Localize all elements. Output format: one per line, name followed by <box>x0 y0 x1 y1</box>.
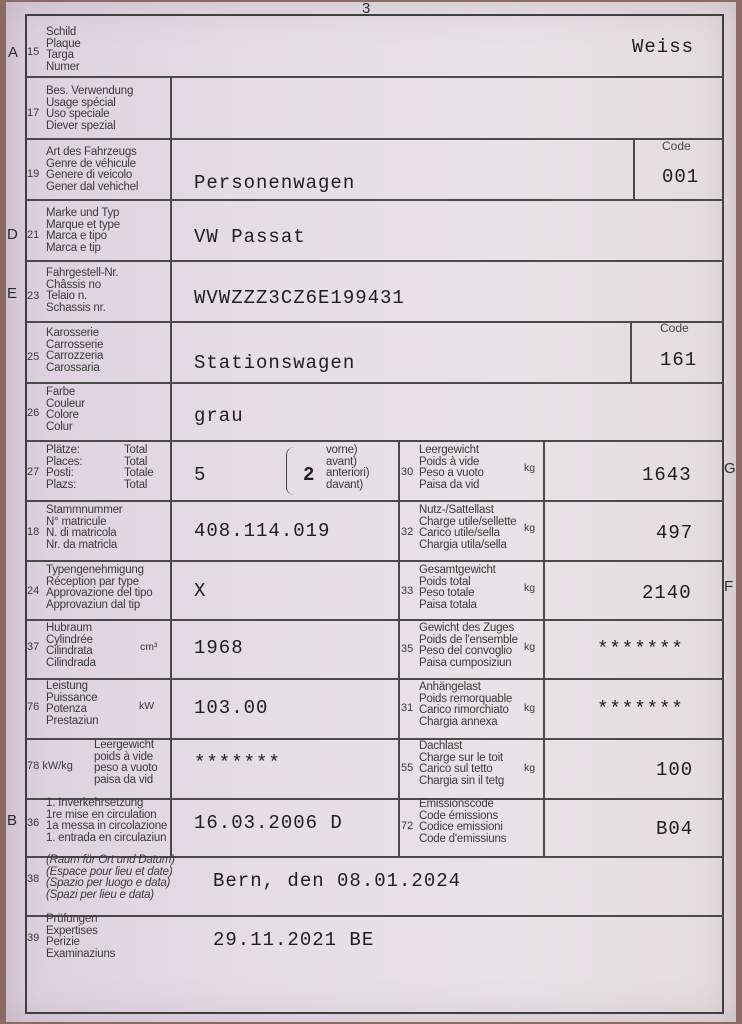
field-23-label: Fahrgestell-Nr. Châssis no Telaio n. Schassis nr. <box>46 267 119 314</box>
place-date-value: Bern, den 08.01.2024 <box>213 870 462 892</box>
chassis-number-value: WVWZZZ3CZ6E199431 <box>194 287 405 309</box>
field-24-label: Typengenehmigung Réception par type Approvazione del tipo Approvaziun dal tip <box>46 564 153 611</box>
field-25-number: 25 <box>27 351 40 363</box>
field-55-number: 55 <box>401 762 414 774</box>
field-18-label: Stammnummer N° matricule N. di matricola Nr. da matricla <box>46 504 123 551</box>
field-37-label: Hubraum Cylindrée Cilindrata Cilindrada <box>46 622 96 669</box>
field-35-unit: kg <box>524 641 536 653</box>
field-31-number: 31 <box>401 702 414 714</box>
roof-load-value: 100 <box>656 759 694 781</box>
train-weight-value: ******* <box>597 638 684 660</box>
field-38-label: (Raum für Ort und Datum) (Espace pour lieu et date) (Spazio per luogo e data) (Spazi per lieu e data) <box>46 854 175 901</box>
field-30-label: Leergewicht Poids à vide Peso a vuoto Paisa da vid <box>419 444 484 491</box>
inspection-value: 29.11.2021 BE <box>213 929 375 951</box>
field-18-number: 18 <box>27 526 40 538</box>
field-33-label: Gesamtgewicht Poids total Peso totale Paisa totala <box>419 564 496 611</box>
field-55-label: Dachlast Charge sur le toit Carico sul tetto Chargia sin il tetg <box>419 740 505 787</box>
total-weight-value: 2140 <box>642 582 692 604</box>
field-39-number: 39 <box>27 932 40 944</box>
body-type-value: Stationswagen <box>194 352 356 374</box>
field-23-number: 23 <box>27 290 40 302</box>
field-15-label: Schild Plaque Targa Numer <box>46 26 81 73</box>
field-37-number: 37 <box>27 641 40 653</box>
field-36-number: 36 <box>27 817 40 829</box>
side-letter-e: E <box>7 285 18 302</box>
field-72-label: Emissionscode Code émissions Codice emissioni Code d'emissiuns <box>419 798 507 845</box>
body-type-code-label: Code <box>660 321 689 335</box>
field-33-unit: kg <box>524 582 536 594</box>
field-55-unit: kg <box>524 762 536 774</box>
field-35-number: 35 <box>401 643 414 655</box>
towing-weight-value: ******* <box>597 698 684 720</box>
make-model-value: VW Passat <box>194 226 306 248</box>
seats-front-value: 2 <box>303 464 316 486</box>
field-17-number: 17 <box>27 107 40 119</box>
field-19-label: Art des Fahrzeugs Genre de véhicule Genere di veicolo Gener dal vehichel <box>46 146 139 193</box>
field-33-number: 33 <box>401 585 414 597</box>
empty-weight-value: 1643 <box>642 464 692 486</box>
field-30-number: 30 <box>401 466 414 478</box>
field-32-number: 32 <box>401 526 414 538</box>
base-number-value: 408.114.019 <box>194 520 331 542</box>
field-32-unit: kg <box>524 522 536 534</box>
field-31-label: Anhängelast Poids remorquable Carico rimorchiato Chargia annexa <box>419 681 513 728</box>
seats-total-value: 5 <box>194 464 207 486</box>
field-26-label: Farbe Couleur Colore Colur <box>46 386 85 433</box>
field-37-unit: cm³ <box>140 641 158 653</box>
field-38-number: 38 <box>27 873 40 885</box>
field-19-number: 19 <box>27 168 40 180</box>
type-approval-value: X <box>194 580 207 602</box>
seats-front-label: vorne) avant) anteriori) davant) <box>326 444 370 491</box>
displacement-value: 1968 <box>194 637 244 659</box>
side-letter-g: G <box>724 460 736 477</box>
seats-front-bracket <box>286 447 295 495</box>
field-27-label: Plätze: Places: Posti: Plazs: <box>46 444 83 491</box>
field-21-number: 21 <box>27 229 40 241</box>
power-weight-ratio-value: ******* <box>194 752 281 774</box>
side-letter-d: D <box>7 226 18 243</box>
field-78-number: 78 kW/kg <box>27 760 73 772</box>
field-27-totals: Total Total Totale Total <box>124 444 154 491</box>
payload-value: 497 <box>656 522 694 544</box>
field-21-label: Marke und Typ Marque et type Marca e tipo Marca e tip <box>46 207 120 254</box>
field-72-number: 72 <box>401 820 414 832</box>
color-value: grau <box>194 405 244 427</box>
field-27-number: 27 <box>27 466 40 478</box>
field-31-unit: kg <box>524 702 536 714</box>
field-30-unit: kg <box>524 462 536 474</box>
field-25-label: Karosserie Carrosserie Carrozzeria Carossaria <box>46 327 104 374</box>
page-number: 3 <box>362 0 371 17</box>
side-letter-b: B <box>7 812 18 829</box>
field-17-label: Bes. Verwendung Usage spécial Uso speciale Diever spezial <box>46 85 134 132</box>
side-letter-f: F <box>724 578 734 595</box>
plate-value: Weiss <box>632 36 695 58</box>
field-35-label: Gewicht des Zuges Poids de l'ensemble Peso del convoglio Paisa cumposiziun <box>419 622 518 669</box>
vehicle-type-value: Personenwagen <box>194 172 356 194</box>
field-39-label: Prüfungen Expertises Perizie Examinaziuns <box>46 913 116 960</box>
field-24-number: 24 <box>27 585 40 597</box>
first-registration-value: 16.03.2006 D <box>194 812 343 834</box>
field-26-number: 26 <box>27 407 40 419</box>
emission-code-value: B04 <box>656 818 694 840</box>
field-76-label: Leistung Puissance Potenza Prestaziun <box>46 680 99 727</box>
field-76-unit: kW <box>139 700 155 712</box>
vehicle-type-code-label: Code <box>662 139 691 153</box>
field-76-number: 76 <box>27 701 40 713</box>
field-15-number: 15 <box>27 46 40 58</box>
vehicle-type-code: 001 <box>662 166 700 188</box>
field-32-label: Nutz-/Sattellast Charge utile/sellette Carico utile/sella Chargia utila/sella <box>419 504 517 551</box>
body-type-code: 161 <box>660 349 698 371</box>
field-36-label: 1. Inverkehrsetzung 1re mise en circulation 1a messa in circolazione 1. entrada en circulaziun <box>46 797 168 844</box>
side-letter-a: A <box>8 44 19 61</box>
field-78-label: Leergewicht poids à vide peso a vuoto paisa da vid <box>94 739 158 786</box>
power-value: 103.00 <box>194 697 269 719</box>
